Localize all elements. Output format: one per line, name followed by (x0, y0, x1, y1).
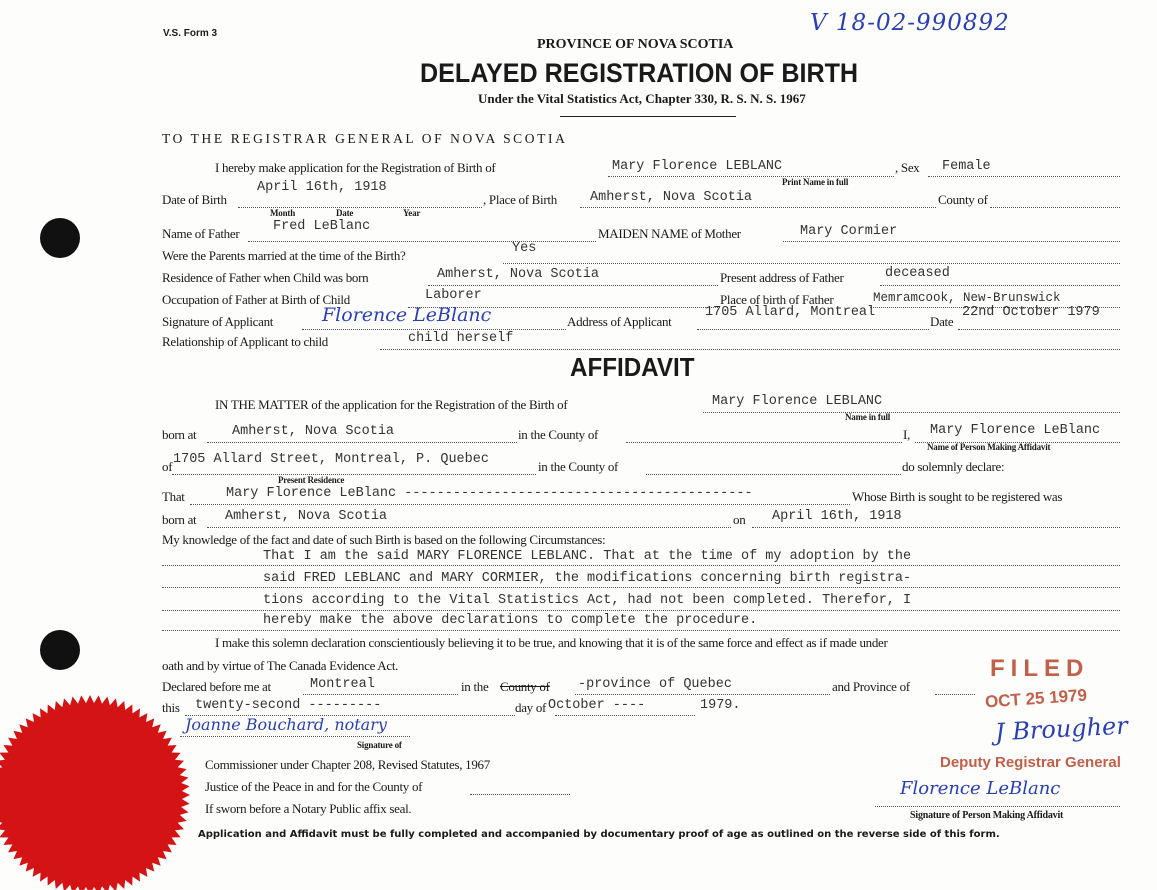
father-residence-field[interactable]: Amherst, Nova Scotia (437, 267, 600, 282)
caption: Print Name in full (782, 177, 849, 187)
caption: Present Residence (278, 475, 345, 485)
label: , Place of Birth (483, 192, 557, 207)
applicant-signature: Florence LeBlanc (322, 304, 492, 326)
label: MAIDEN NAME of Mother (598, 226, 741, 241)
label: I hereby make application for the Registration of Birth of (215, 160, 496, 175)
punch-hole (40, 218, 80, 258)
label: Present address of Father (720, 270, 844, 285)
affidavit-heading: AFFIDAVIT (570, 352, 695, 382)
mother-maiden-name-field[interactable]: Mary Cormier (800, 224, 898, 239)
deponent-name-field[interactable]: Mary Florence LeBlanc (930, 423, 1101, 438)
label: IN THE MATTER of the application for the Registration of the Birth of (215, 397, 568, 412)
label: Date (930, 314, 954, 329)
date-of-birth-field[interactable]: April 16th, 1918 (257, 180, 387, 195)
month-field[interactable]: October ---- (548, 698, 646, 713)
notary-seal-line: If sworn before a Notary Public affix seal. (205, 801, 412, 816)
file-number-handwritten: V 18-02-990892 (810, 10, 1010, 36)
child-name-field[interactable]: Mary Florence LEBLANC (612, 159, 783, 174)
label: Place of birth of Father (720, 292, 834, 307)
application-date-field[interactable]: 22nd October 1979 (962, 305, 1100, 320)
red-seal (0, 685, 200, 890)
solemn-text: I make this solemn declaration conscientiously believing it to be true, and knowing that it is of the same force and effect as if made under (215, 635, 888, 650)
label: Occupation of Father at Birth of Child (162, 292, 350, 307)
label: in the County of (538, 459, 619, 474)
label: , Sex (895, 160, 920, 175)
punch-hole (40, 630, 80, 670)
solemn-text: oath and by virtue of The Canada Evidence Act. (162, 658, 399, 673)
father-place-of-birth-field[interactable]: Memramcook, New-Brunswick (873, 291, 1061, 305)
form-number: V.S. Form 3 (163, 28, 218, 39)
day-field[interactable]: twenty-second --------- (195, 698, 382, 713)
label: Date of Birth (162, 192, 227, 207)
registrar-signature: J Brougher (994, 711, 1129, 747)
commissioner-line: Commissioner under Chapter 208, Revised Statutes, 1967 (205, 757, 490, 772)
date-stamp: OCT 25 1979 (984, 685, 1088, 712)
relationship-field[interactable]: child herself (408, 331, 514, 346)
circumstances-line[interactable]: That I am the said MARY FLORENCE LEBLANC. That at the time of my adoption by the (263, 549, 912, 564)
circumstances-line[interactable]: tions according to the Vital Statistics Act, had not been completed. Therefor, I (263, 593, 912, 608)
seal-shape (0, 695, 190, 890)
document-title: DELAYED REGISTRATION OF BIRTH (420, 58, 859, 88)
filed-stamp: FILED (990, 655, 1090, 682)
caption: Name of Person Making Affidavit (927, 442, 1051, 452)
born-at-field[interactable]: Amherst, Nova Scotia (232, 424, 395, 439)
label: do solemnly declare: (902, 459, 1005, 474)
province-field[interactable]: -province of Quebec (578, 677, 732, 692)
label: in the County of (518, 427, 599, 442)
born-at-2-field[interactable]: Amherst, Nova Scotia (225, 509, 388, 524)
footer-note: Application and Affidavit must be fully completed and accompanied by documentary proof of age as outlined on the reverse side of this form. (198, 829, 1000, 840)
caption: Name in full (845, 412, 891, 422)
label: this (162, 700, 180, 715)
label: Residence of Father when Child was born (162, 270, 369, 285)
matter-name-field[interactable]: Mary Florence LEBLANC (712, 394, 883, 409)
label: County of (938, 192, 988, 207)
label: Whose Birth is sought to be registered was (852, 489, 1063, 504)
label: Signature of Applicant (162, 314, 274, 329)
that-field[interactable]: Mary Florence LeBlanc ------------------------------------------- (226, 486, 753, 501)
label: day of (515, 700, 547, 715)
sex-field[interactable]: Female (942, 159, 991, 174)
label: Address of Applicant (567, 314, 672, 329)
title-divider (560, 116, 736, 117)
struck-label: County of (500, 679, 550, 694)
addressee: TO THE REGISTRAR GENERAL OF NOVA SCOTIA (162, 131, 568, 146)
applicant-address-field[interactable]: 1705 Allard, Montreal (705, 305, 876, 320)
document-subtitle: Under the Vital Statistics Act, Chapter 330, R. S. N. S. 1967 (478, 91, 806, 106)
father-address-field[interactable]: deceased (885, 266, 950, 281)
year-field[interactable]: 1979. (700, 698, 741, 713)
residence-field[interactable]: 1705 Allard Street, Montreal, P. Quebec (173, 452, 489, 467)
label: Were the Parents married at the time of the Birth? (162, 248, 406, 263)
label: and Province of (832, 679, 910, 694)
on-date-field[interactable]: April 16th, 1918 (772, 509, 902, 524)
justice-line: Justice of the Peace in and for the County of (205, 779, 423, 794)
caption-date: Date (336, 208, 354, 218)
father-occupation-field[interactable]: Laborer (425, 288, 482, 303)
registrar-title-stamp: Deputy Registrar General (940, 754, 1121, 771)
label: born at (162, 427, 197, 442)
province-heading: PROVINCE OF NOVA SCOTIA (537, 37, 734, 52)
circumstances-line[interactable]: said FRED LEBLANC and MARY CORMIER, the modifications concerning birth registra- (263, 571, 912, 586)
label: Relationship of Applicant to child (162, 334, 328, 349)
caption: Signature of (357, 740, 402, 750)
label: I, (903, 427, 910, 442)
notary-signature: Joanne Bouchard, notary (185, 715, 387, 734)
label: That (162, 489, 185, 504)
declared-at-field[interactable]: Montreal (310, 677, 375, 692)
circumstances-line[interactable]: hereby make the above declarations to complete the procedure. (263, 613, 758, 628)
parents-married-field[interactable]: Yes (512, 241, 537, 256)
deponent-signature: Florence LeBlanc (900, 778, 1061, 799)
place-of-birth-field[interactable]: Amherst, Nova Scotia (590, 190, 753, 205)
caption: Signature of Person Making Affidavit (910, 810, 1064, 821)
label: Declared before me at (162, 679, 271, 694)
label: in the (461, 679, 489, 694)
caption-year: Year (403, 208, 421, 218)
father-name-field[interactable]: Fred LeBlanc (273, 219, 371, 234)
label: of (162, 459, 173, 474)
caption-month: Month (270, 208, 296, 218)
label: on (733, 512, 746, 527)
label: Name of Father (162, 226, 240, 241)
label: born at (162, 512, 197, 527)
label: My knowledge of the fact and date of such Birth is based on the following Circumstances: (162, 532, 606, 547)
